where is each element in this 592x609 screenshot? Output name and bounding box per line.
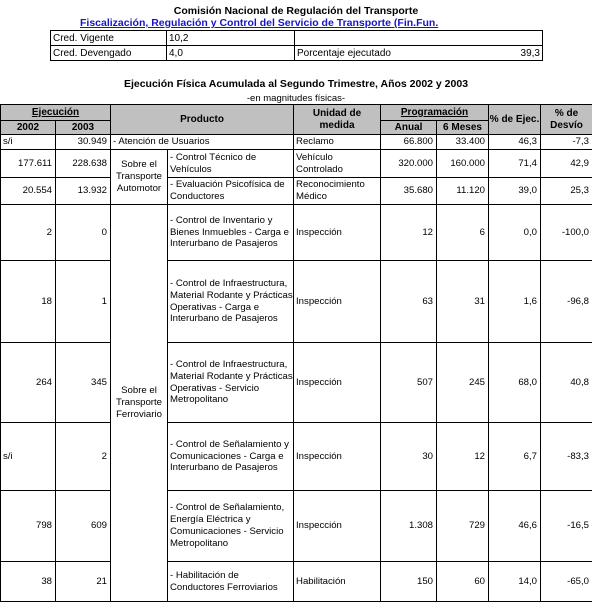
cell-6-meses: 33.400	[437, 135, 489, 150]
cell-product: - Control de Infraestructura, Material Rodante y Prácticas Operativas - Servicio Metropolitano	[168, 343, 294, 423]
credits-table	[50, 30, 543, 61]
table-row	[1, 205, 592, 261]
group-automotor: Sobre el Transporte Automotor	[111, 150, 168, 205]
cell-6-meses: 729	[437, 491, 489, 562]
cell-2002: 38	[1, 562, 56, 602]
header-programacion: Programación	[381, 105, 489, 121]
organization-title: Comisión Nacional de Regulación del Transporte	[173, 5, 419, 17]
header-producto: Producto	[111, 105, 294, 135]
cell-pct-ejec: 46,3	[489, 135, 541, 150]
header-unidad: Unidad de medida	[294, 105, 381, 135]
cell-pct-desvio: 40,8	[541, 343, 592, 423]
cell-pct-ejec: 68,0	[489, 343, 541, 423]
cell-pct-desvio: 25,3	[541, 178, 592, 205]
cell-2002: 20.554	[1, 178, 56, 205]
cell-anual: 12	[381, 205, 437, 261]
cell-pct-ejec: 1,6	[489, 261, 541, 343]
table-row	[1, 178, 592, 205]
cred-devengado-value: 4,0	[167, 46, 295, 61]
cell-6-meses: 12	[437, 423, 489, 491]
report-subtitle: -en magnitudes físicas-	[246, 93, 346, 104]
cell-2003: 30.949	[56, 135, 111, 150]
cell-anual: 30	[381, 423, 437, 491]
cell-pct-desvio: -7,3	[541, 135, 592, 150]
report-title: Ejecución Física Acumulada al Segundo Trimestre, Años 2002 y 2003	[123, 78, 469, 90]
table-row	[1, 135, 592, 150]
cell-6-meses: 11.120	[437, 178, 489, 205]
header-pct-desvio: % de Desvío	[541, 105, 592, 135]
porcentaje-label: Porcentaje ejecutado	[295, 46, 511, 61]
header-ejecucion: Ejecución	[1, 105, 111, 121]
cell-2002: 264	[1, 343, 56, 423]
cell-anual: 320.000	[381, 150, 437, 178]
execution-table	[0, 104, 592, 602]
cell-2002: s/i	[1, 423, 56, 491]
table-row	[1, 261, 592, 343]
cell-anual: 66.800	[381, 135, 437, 150]
header-6-meses: 6 Meses	[437, 121, 489, 135]
cell-unit: Inspección	[294, 343, 381, 423]
cell-2002: 18	[1, 261, 56, 343]
header-anual: Anual	[381, 121, 437, 135]
cell-2003: 609	[56, 491, 111, 562]
cell-2003: 2	[56, 423, 111, 491]
cell-2003: 345	[56, 343, 111, 423]
table-row	[1, 423, 592, 491]
cell-2003: 13.932	[56, 178, 111, 205]
cell-2002: 798	[1, 491, 56, 562]
cell-unit: Inspección	[294, 423, 381, 491]
cell-anual: 63	[381, 261, 437, 343]
header-2003: 2003	[56, 121, 111, 135]
cell-pct-desvio: -96,8	[541, 261, 592, 343]
cell-pct-ejec: 39,0	[489, 178, 541, 205]
cell-pct-ejec: 46,6	[489, 491, 541, 562]
cell-2002: s/i	[1, 135, 56, 150]
cell-6-meses: 31	[437, 261, 489, 343]
cell-product: - Control de Señalamiento y Comunicaciones - Carga e Interurbano de Pasajeros	[168, 423, 294, 491]
cell-unit: Inspección	[294, 205, 381, 261]
table-row	[1, 343, 592, 423]
cell-2003: 228.638	[56, 150, 111, 178]
cell-unit: Inspección	[294, 261, 381, 343]
table-row	[1, 150, 592, 178]
cell-unit: Reclamo	[294, 135, 381, 150]
cell-product: - Control de Inventario y Bienes Inmuebles - Carga e Interurbano de Pasajeros	[168, 205, 294, 261]
cell-pct-ejec: 71,4	[489, 150, 541, 178]
cell-2002: 177.611	[1, 150, 56, 178]
header-2002: 2002	[1, 121, 56, 135]
cell-2003: 21	[56, 562, 111, 602]
cred-vigente-value: 10,2	[167, 31, 295, 46]
cell-pct-desvio: -100,0	[541, 205, 592, 261]
cell-unit: Vehículo Controlado	[294, 150, 381, 178]
cell-pct-desvio: -16,5	[541, 491, 592, 562]
cell-unit: Inspección	[294, 491, 381, 562]
porcentaje-value: 39,3	[511, 46, 543, 61]
cell-2003: 0	[56, 205, 111, 261]
header-pct-ejec: % de Ejec.	[489, 105, 541, 135]
cell-pct-ejec: 0,0	[489, 205, 541, 261]
cell-6-meses: 6	[437, 205, 489, 261]
cell-anual: 35.680	[381, 178, 437, 205]
cell-unit: Reconocimiento Médico	[294, 178, 381, 205]
cell-product: - Control de Señalamiento, Energía Eléctrica y Comunicaciones - Servicio Metropolitano	[168, 491, 294, 562]
cell-pct-desvio: -83,3	[541, 423, 592, 491]
cred-devengado-label: Cred. Devengado	[51, 46, 167, 61]
cell-product: - Atención de Usuarios	[111, 135, 294, 150]
cell-anual: 507	[381, 343, 437, 423]
cell-2003: 1	[56, 261, 111, 343]
group-ferroviario: Sobre el Transporte Ferroviario	[111, 205, 168, 602]
cell-anual: 150	[381, 562, 437, 602]
cell-anual: 1.308	[381, 491, 437, 562]
cell-product: - Control Técnico de Vehículos	[168, 150, 294, 178]
cell-6-meses: 60	[437, 562, 489, 602]
function-title: Fiscalización, Regulación y Control del Servicio de Transporte (Fin.Fun.	[80, 17, 439, 29]
cred-vigente-label: Cred. Vigente	[51, 31, 167, 46]
cell-pct-ejec: 6,7	[489, 423, 541, 491]
cell-product: - Evaluación Psicofísica de Conductores	[168, 178, 294, 205]
cell-pct-ejec: 14,0	[489, 562, 541, 602]
cell-unit: Habilitación	[294, 562, 381, 602]
cell-product: - Control de Infraestructura, Material Rodante y Prácticas Operativas - Carga e Interurbano de Pasajeros	[168, 261, 294, 343]
table-row	[1, 562, 592, 602]
cell-2002: 2	[1, 205, 56, 261]
cell-6-meses: 245	[437, 343, 489, 423]
cell-product: - Habilitación de Conductores Ferroviarios	[168, 562, 294, 602]
cell-6-meses: 160.000	[437, 150, 489, 178]
cell-pct-desvio: -65,0	[541, 562, 592, 602]
table-row	[1, 491, 592, 562]
cell-pct-desvio: 42,9	[541, 150, 592, 178]
